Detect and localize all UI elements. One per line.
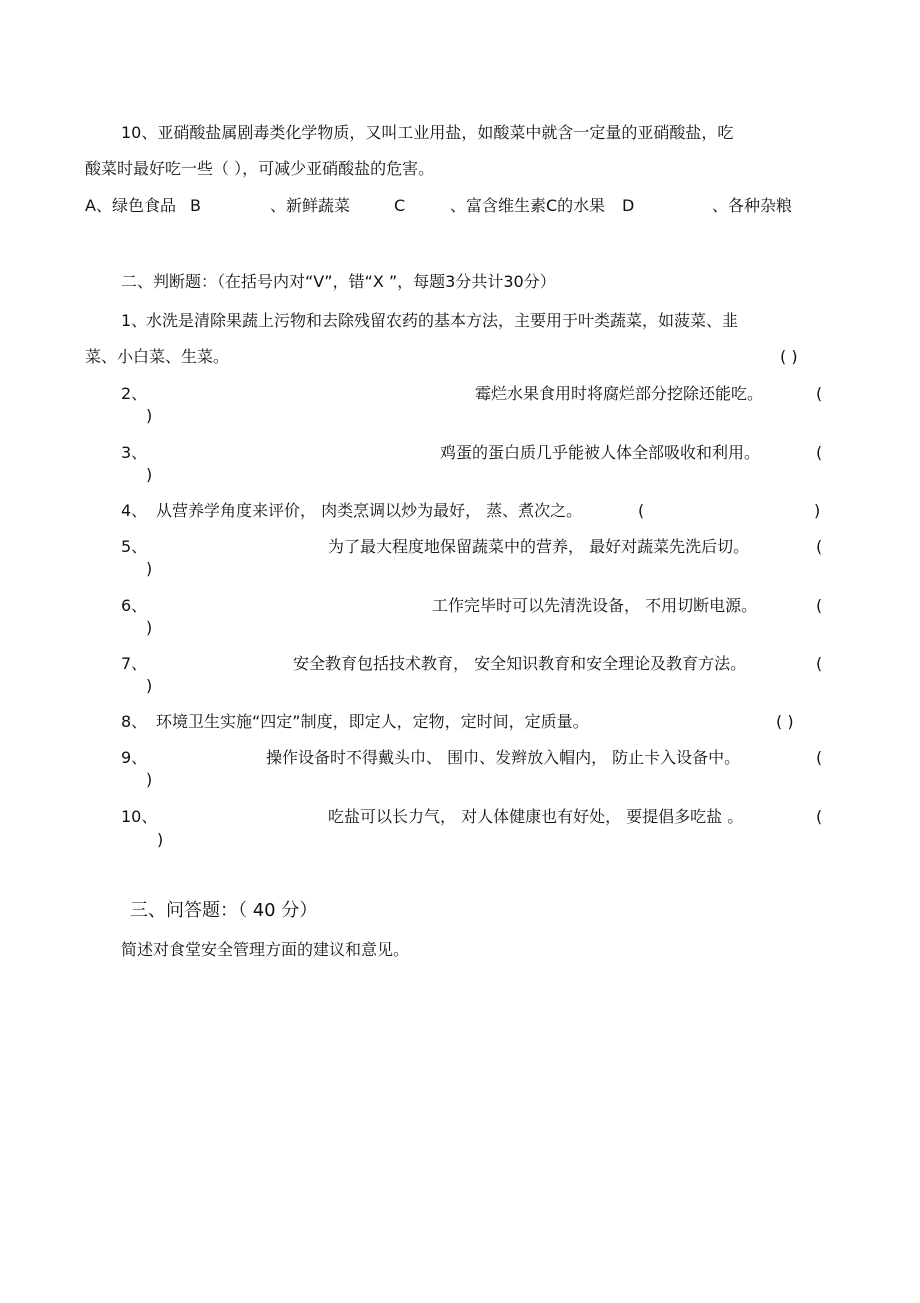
judge-item-5-open: ( (816, 537, 823, 556)
judge-item-3-text: 鸡蛋的蛋白质几乎能被人体全部吸收和利用。 (440, 443, 761, 462)
judge-item-8-bracket: ( ) (776, 712, 794, 731)
option-b-letter: B (190, 196, 201, 215)
choice-q10-line2: 酸菜时最好吃一些（ ），可减少亚硝酸盐的危害。 (85, 159, 435, 178)
option-c-letter: C (394, 196, 406, 215)
judge-item-7-close: ) (146, 676, 153, 695)
section3-heading: 三、问答题：（ 40 分） (130, 900, 318, 921)
judge-item-4-text: 从营养学角度来评价， 肉类烹调以炒为最好， 蒸、煮次之。 (156, 501, 583, 520)
judge-item-1-text: 水洗是清除果蔬上污物和去除残留农药的基本方法，主要用于叶类蔬菜，如菠菜、韭 (146, 311, 739, 330)
option-b-text: 、新鲜蔬菜 (270, 196, 351, 215)
option-d-letter: D (622, 196, 635, 215)
section3-question: 简述对食堂安全管理方面的建议和意见。 (121, 940, 410, 959)
judge-item-1-text2: 菜、小白菜、生菜。 (85, 347, 230, 366)
judge-item-5-num: 5、 (121, 537, 148, 556)
judge-item-10-num: 10、 (121, 807, 158, 826)
judge-item-1-bracket: ( ) (780, 347, 798, 366)
choice-q10-line1: 10、亚硝酸盐属剧毒类化学物质，又叫工业用盐，如酸菜中就含一定量的亚硝酸盐，吃 (121, 123, 734, 142)
option-a: A、绿色食品 (85, 196, 176, 215)
judge-item-4-num: 4、 (121, 501, 148, 520)
judge-item-10-text: 吃盐可以长力气， 对人体健康也有好处， 要提倡多吃盐 。 (328, 807, 744, 826)
judge-item-3-close: ) (146, 465, 153, 484)
section2-heading: 二、判断题：（在括号内对“V”，错“X ”，每题3分共计30分） (121, 272, 556, 291)
option-c-text: 、富含维生素C的水果 (450, 196, 606, 215)
judge-item-4-close: ) (814, 501, 821, 520)
judge-item-5-text: 为了最大程度地保留蔬菜中的营养， 最好对蔬菜先洗后切。 (328, 537, 750, 556)
judge-item-2-num: 2、 (121, 384, 148, 403)
judge-item-5-close: ) (146, 559, 153, 578)
judge-item-6-text: 工作完毕时可以先清洗设备， 不用切断电源。 (432, 596, 758, 615)
judge-item-8-num: 8、 (121, 712, 148, 731)
judge-item-2-open: ( (816, 384, 823, 403)
option-d-text: 、各种杂粮 (712, 196, 793, 215)
judge-item-7-num: 7、 (121, 654, 148, 673)
judge-item-7-text: 安全教育包括技术教育， 安全知识教育和安全理论及教育方法。 (293, 654, 747, 673)
judge-item-2-text: 霉烂水果食用时将腐烂部分挖除还能吃。 (475, 384, 764, 403)
judge-item-9-num: 9、 (121, 748, 148, 767)
judge-item-6-close: ) (146, 618, 153, 637)
judge-item-6-open: ( (816, 596, 823, 615)
judge-item-3-num: 3、 (121, 443, 148, 462)
judge-item-9-close: ) (146, 770, 153, 789)
judge-item-8-text: 环境卫生实施“四定”制度，即定人，定物，定时间，定质量。 (156, 712, 589, 731)
judge-item-7-open: ( (816, 654, 823, 673)
judge-item-1-num: 1、 (121, 311, 148, 330)
judge-item-2-close: ) (146, 406, 153, 425)
judge-item-4-open: ( (638, 501, 645, 520)
judge-item-3-open: ( (816, 443, 823, 462)
judge-item-10-close: ) (157, 830, 164, 849)
judge-item-6-num: 6、 (121, 596, 148, 615)
judge-item-10-open: ( (816, 807, 823, 826)
judge-item-9-open: ( (816, 748, 823, 767)
judge-item-9-text: 操作设备时不得戴头巾、 围巾、发辫放入帽内， 防止卡入设备中。 (266, 748, 741, 767)
